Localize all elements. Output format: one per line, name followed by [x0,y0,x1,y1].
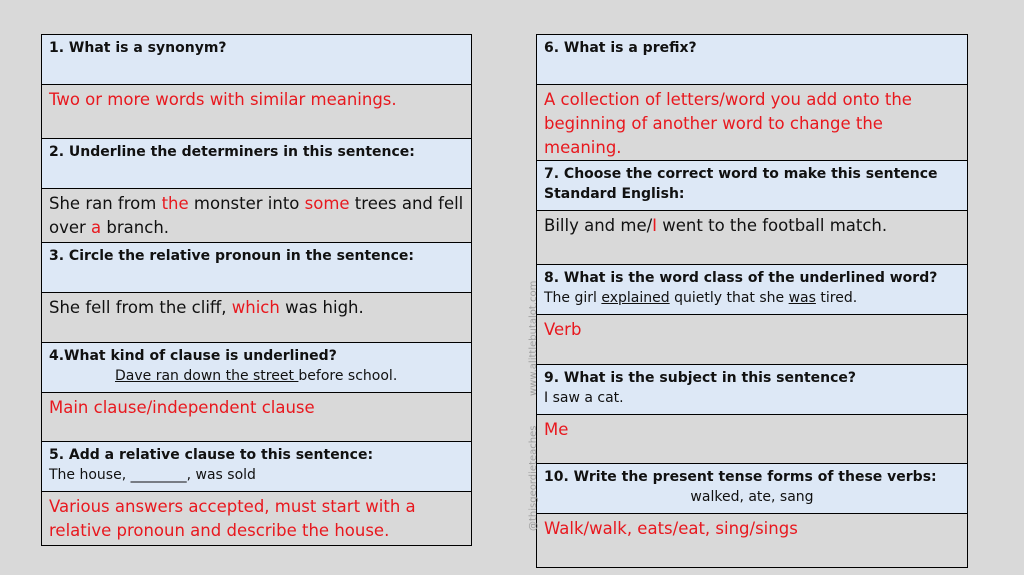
answer-9-cell [537,415,968,464]
question-9-sentence: I saw a cat. [544,390,624,406]
answer-1-text: Two or more words with similar meanings. [49,90,397,109]
question-10-title: 10. Write the present tense forms of these verbs: [544,469,937,485]
right-question-table [536,34,968,568]
question-6-title: 6. What is a prefix? [544,40,697,56]
question-8-cell [537,265,968,315]
underlined-word: was [788,290,816,306]
answer-5-cell [42,492,472,546]
question-5-title: 5. Add a relative clause to this sentence: [49,447,374,463]
question-4-sentence [49,366,464,386]
answer-2-part: monster into [188,194,305,213]
answer-2-cell [42,189,472,243]
answer-7-part: went to the football match. [657,216,888,235]
question-2-cell [42,139,472,189]
question-5-cell [42,442,472,492]
answer-8-cell [537,315,968,365]
answer-3-part: She fell from the cliff, [49,298,232,317]
question-8-sentence [544,288,960,308]
sentence-part: tired. [815,290,858,306]
answer-6-cell [537,85,968,161]
answer-3-part: was high. [279,298,364,317]
left-question-table [41,34,472,546]
answer-7-correct-word: I [652,216,658,235]
question-10-cell [537,464,968,514]
answer-1-cell [42,85,472,139]
answer-7-cell [537,211,968,265]
question-3-cell [42,243,472,293]
question-10-verbs: walked, ate, sang [690,489,814,505]
question-6-cell [537,35,968,85]
answer-7-text [544,214,960,238]
answer-2-text [49,192,464,240]
question-7-title: 7. Choose the correct word to make this sentence Standard English: [544,166,938,202]
answer-3-cell [42,293,472,343]
answer-5-text: Various answers accepted, must start with a relative pronoun and describe the house. [49,497,416,540]
answer-10-cell [537,514,968,568]
answer-4-text: Main clause/independent clause [49,398,315,417]
answer-3-text [49,296,464,320]
question-4-title: 4.What kind of clause is underlined? [49,348,337,364]
sentence-rest: before school. [298,368,398,384]
answer-2-determiner: a [91,218,102,237]
question-5-sentence: The house, ________, was sold [49,467,256,483]
question-9-cell [537,365,968,415]
answer-2-part: trees and fell over [49,194,464,237]
question-2-title: 2. Underline the determiners in this sentence: [49,144,415,160]
answer-10-text: Walk/walk, eats/eat, sing/sings [544,519,798,538]
answer-2-determiner: the [161,194,189,213]
watermark-website: www.alittlebutalot.com [528,280,539,396]
question-1-title: 1. What is a synonym? [49,40,227,56]
watermark-handle: @thisgeordieteaches [528,425,539,531]
answer-4-cell [42,393,472,442]
question-7-cell [537,161,968,211]
underlined-clause: Dave ran down the street [115,368,299,384]
answer-3-pronoun: which [231,298,280,317]
answer-2-part: She ran from [49,194,162,213]
question-9-title: 9. What is the subject in this sentence? [544,370,857,386]
answer-2-part: branch. [101,218,170,237]
answer-9-text: Me [544,420,569,439]
question-4-cell [42,343,472,393]
question-8-title: 8. What is the word class of the underlined word? [544,270,938,286]
sentence-part: The girl [544,290,602,306]
answer-6-text: A collection of letters/word you add onto the beginning of another word to change the meaning. [544,90,912,157]
question-3-title: 3. Circle the relative pronoun in the sentence: [49,248,414,264]
question-1-cell [42,35,472,85]
underlined-word: explained [601,290,670,306]
answer-2-determiner: some [304,194,350,213]
answer-8-text: Verb [544,320,582,339]
answer-7-part: Billy and me/ [544,216,653,235]
sentence-part: quietly that she [669,290,789,306]
